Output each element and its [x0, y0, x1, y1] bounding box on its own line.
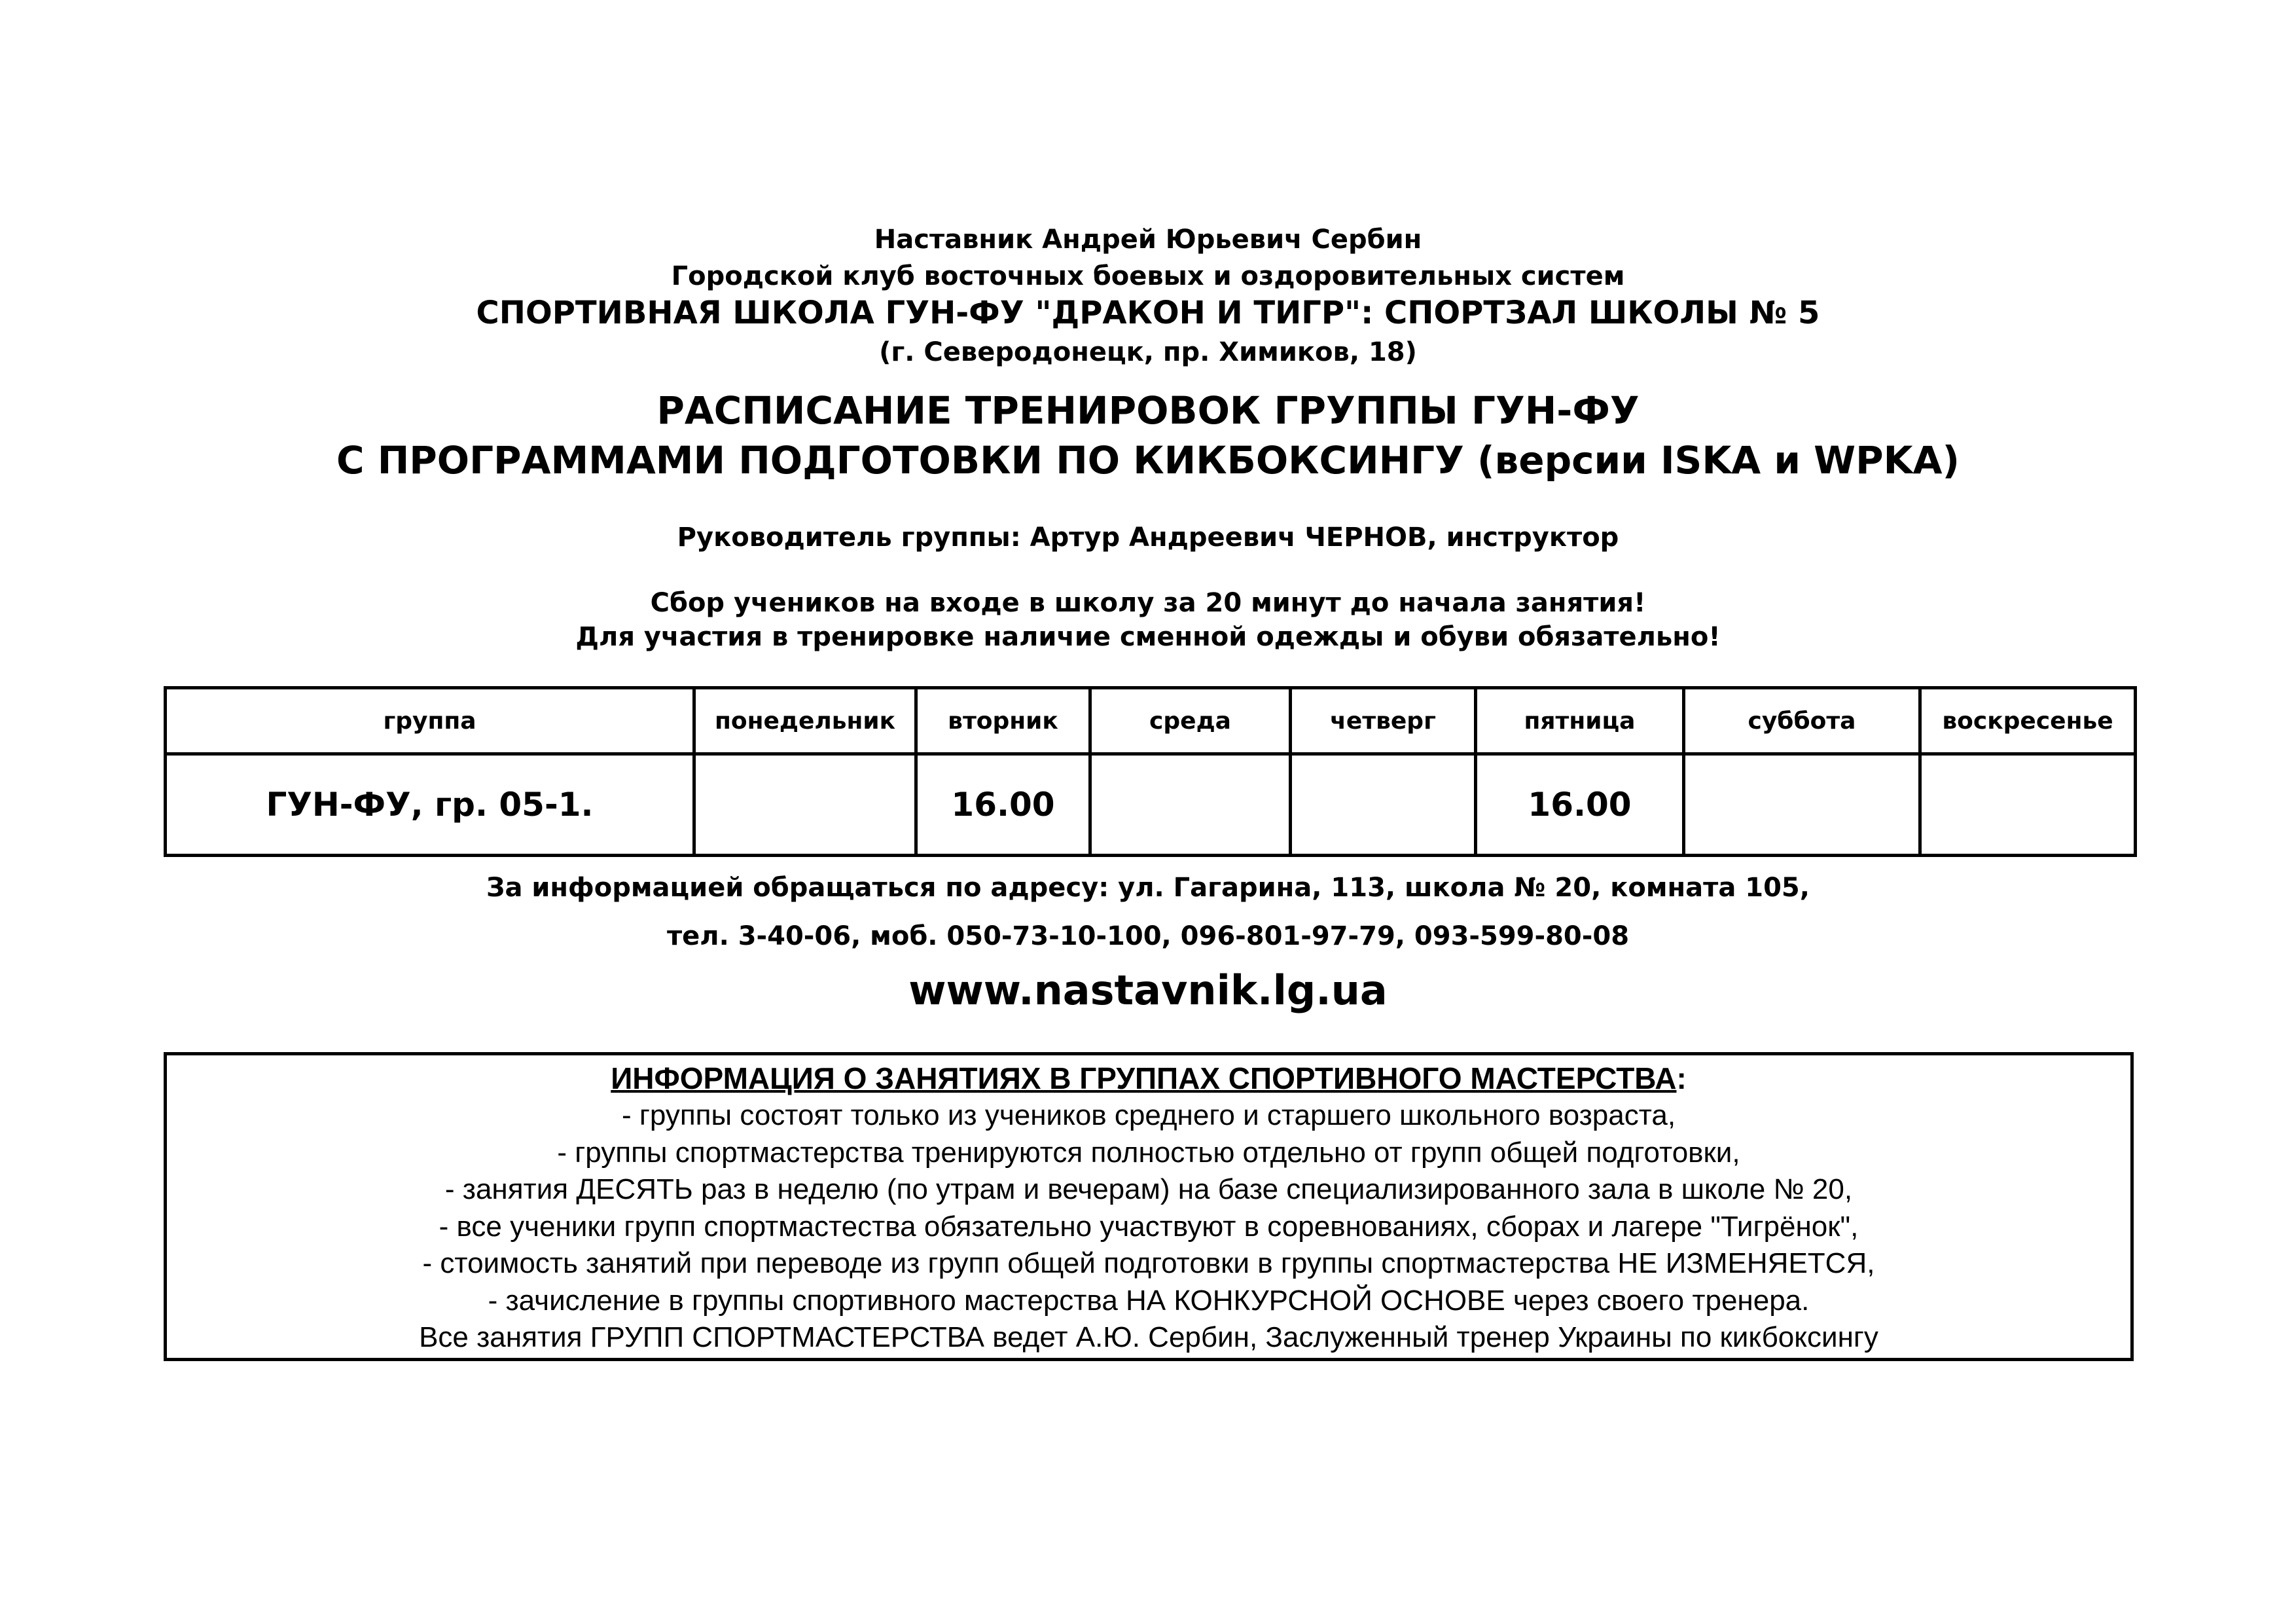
contact-address: За информацией обращаться по адресу: ул. Гагарина, 113, школа № 20, комната 105, [486, 873, 1810, 903]
info-title-colon: : [1676, 1061, 1687, 1095]
schedule-header-row [166, 688, 2136, 754]
header-friday: пятница [1476, 688, 1684, 754]
notice-line-2: Для участия в тренировке наличие сменной одежды и обуви обязательно! [575, 622, 1721, 652]
info-line-1: - группы состоят только из учеников среднего и старшего школьного возраста, [621, 1099, 1676, 1131]
info-line-7: Все занятия ГРУПП СПОРТМАСТЕРСТВА ведет А.Ю. Сербин, Заслуженный тренер Украины по кикбоксингу [419, 1321, 1878, 1353]
info-line-5: - стоимость занятий при переводе из групп общей подготовки в группы спортмастерства НЕ ИЗМЕНЯЕТСЯ, [422, 1247, 1875, 1279]
info-line-6: - зачисление в группы спортивного мастерства НА КОНКУРСНОЙ ОСНОВЕ через своего тренера. [488, 1284, 1810, 1317]
info-line-3: - занятия ДЕСЯТЬ раз в неделю (по утрам и вечерам) на базе специализированного зала в школе № 20, [444, 1173, 1853, 1205]
header-tuesday: вторник [916, 688, 1090, 754]
info-title-text: ИНФОРМАЦИЯ О ЗАНЯТИЯХ В ГРУППАХ СПОРТИВНОГО МАСТЕРСТВА [611, 1061, 1677, 1095]
schedule-table [164, 686, 2137, 857]
schedule-title-line-1: РАСПИСАНИЕ ТРЕНИРОВОК ГРУППЫ ГУН-ФУ [656, 388, 1640, 433]
cell-group: ГУН-ФУ, гр. 05-1. [166, 754, 694, 856]
contact-phones: тел. 3-40-06, моб. 050-73-10-100, 096-801-97-79, 093-599-80-08 [666, 921, 1630, 951]
school-name: СПОРТИВНАЯ ШКОЛА ГУН-ФУ "ДРАКОН И ТИГР": СПОРТЗАЛ ШКОЛЫ № 5 [476, 295, 1820, 331]
notice-line-1: Сбор учеников на входе в школу за 20 минут до начала занятия! [650, 588, 1646, 618]
cell-wednesday [1090, 754, 1291, 856]
header-saturday: суббота [1684, 688, 1920, 754]
info-title [167, 1059, 2130, 1097]
header-thursday: четверг [1291, 688, 1476, 754]
info-line-4: - все ученики групп спортмастества обязательно участвуют в соревнованиях, сборах и лагере "Тигрёнок", [439, 1210, 1859, 1243]
schedule-title-line-2: С ПРОГРАММАМИ ПОДГОТОВКИ ПО КИКБОКСИНГУ (версии ISKA и WPKA) [336, 438, 1960, 483]
info-line-2: - группы спортмастерства тренируются полностью отдельно от групп общей подготовки, [557, 1136, 1740, 1169]
website-link[interactable]: www.nastavnik.lg.ua [908, 966, 1388, 1014]
cell-thursday [1291, 754, 1476, 856]
header-monday: понедельник [694, 688, 916, 754]
header-wednesday: среда [1090, 688, 1291, 754]
school-address: (г. Северодонецк, пр. Химиков, 18) [879, 337, 1417, 367]
header-sunday: воскресенье [1920, 688, 2136, 754]
cell-sunday [1920, 754, 2136, 856]
mentor-name: Наставник Андрей Юрьевич Сербин [874, 225, 1422, 255]
group-leader: Руководитель группы: Артур Андреевич ЧЕРНОВ, инструктор [677, 522, 1619, 553]
cell-saturday [1684, 754, 1920, 856]
club-name: Городской клуб восточных боевых и оздоровительных систем [671, 261, 1625, 291]
info-box [164, 1052, 2134, 1361]
cell-tuesday: 16.00 [916, 754, 1090, 856]
cell-friday: 16.00 [1476, 754, 1684, 856]
table-row [166, 754, 2136, 856]
cell-monday [694, 754, 916, 856]
header-group: группа [166, 688, 694, 754]
